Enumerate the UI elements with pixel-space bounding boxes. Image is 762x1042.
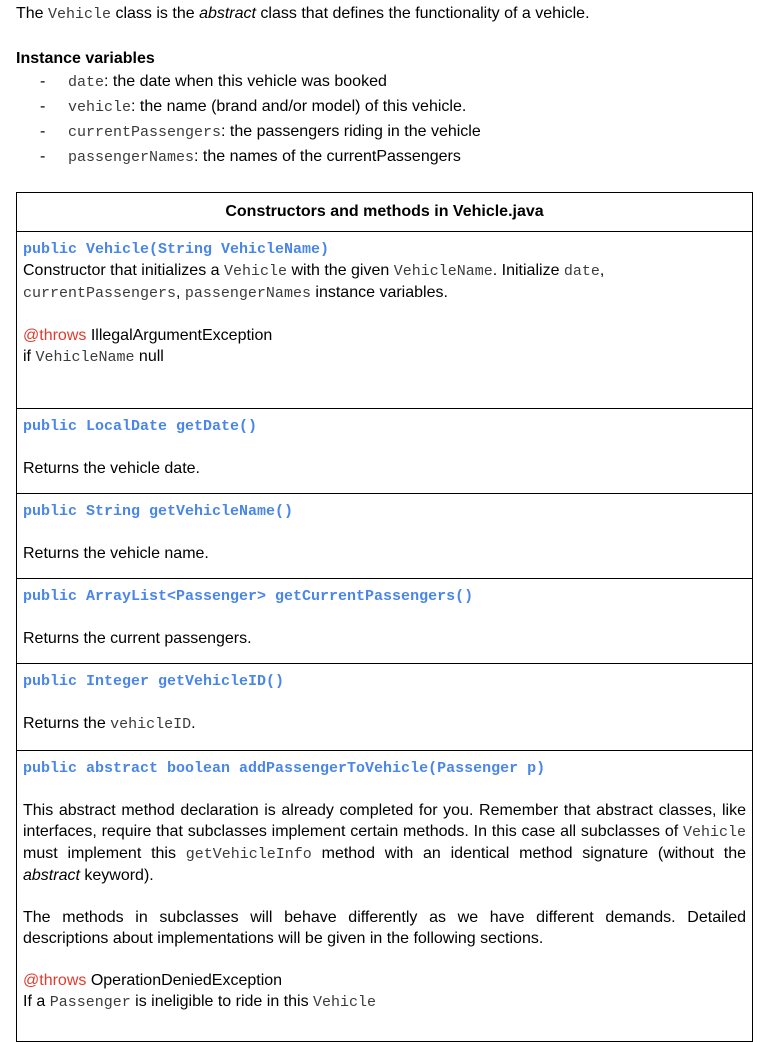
table-row-get-current-passengers — [17, 579, 753, 664]
intro-abstract-word: abstract — [199, 5, 256, 22]
list-item — [0, 72, 481, 97]
method-description: This abstract method declaration is already completed for you. Remember that abstract classes, like interfaces, require that subclasses implement certain methods. In this case all subclasses of Vehicle must implement this getVehicleInfo method with an identical method signature (without the abstract keyword). — [23, 802, 746, 884]
exception-name: OperationDeniedException — [86, 972, 283, 989]
table-row-get-vehicle-id — [17, 664, 753, 751]
method-description: Returns the current passengers. — [23, 630, 252, 647]
variable-desc: : the names of the currentPassengers — [194, 148, 461, 165]
variable-name: currentPassengers — [68, 124, 222, 141]
instance-variables-list — [0, 72, 481, 172]
variable-desc: : the name (brand and/or model) of this vehicle. — [131, 98, 467, 115]
throws-tag: @throws — [23, 327, 87, 344]
variable-desc: : the passengers riding in the vehicle — [221, 123, 481, 140]
variable-name: passengerNames — [68, 149, 195, 166]
intro-text — [16, 4, 590, 25]
intro-post: class that defines the functionality of a vehicle. — [255, 5, 590, 22]
table-row-get-date — [17, 409, 753, 494]
methods-table — [16, 192, 753, 1042]
method-note: The methods in subclasses will behave differently as we have different demands. Detailed descriptions about implementations will be given in the following sections. — [23, 909, 746, 947]
constructor-throws: @throws IllegalArgumentException if VehicleName null — [23, 327, 273, 366]
table-row-get-vehicle-name — [17, 494, 753, 579]
intro-class-name: Vehicle — [48, 6, 112, 23]
list-item — [0, 122, 481, 147]
exception-name: IllegalArgumentException — [86, 327, 273, 344]
intro-pre: The — [16, 5, 49, 22]
method-signature: public LocalDate getDate() — [23, 418, 258, 435]
method-description: Returns the vehicleID. — [23, 715, 196, 733]
method-description: Returns the vehicle name. — [23, 545, 209, 562]
list-item — [0, 147, 481, 172]
bullet-dash: - — [40, 123, 46, 140]
variable-name: vehicle — [68, 99, 132, 116]
throws-tag: @throws — [23, 972, 87, 989]
table-row-constructor — [17, 232, 753, 409]
list-item — [0, 97, 481, 122]
intro-mid: class is the — [111, 5, 200, 22]
constructor-signature: public Vehicle(String VehicleName) — [23, 241, 330, 258]
bullet-dash: - — [40, 98, 46, 115]
method-signature: public Integer getVehicleID() — [23, 673, 285, 690]
bullet-dash: - — [40, 73, 46, 90]
instance-variables-heading: Instance variables — [16, 50, 155, 67]
table-row-add-passenger — [17, 751, 753, 1042]
method-signature: public abstract boolean addPassengerToVehicle(Passenger p) — [23, 760, 546, 777]
method-throws: @throws OperationDeniedException If a Passenger is ineligible to ride in this Vehicle — [23, 972, 377, 1011]
table-header: Constructors and methods in Vehicle.java — [17, 193, 753, 232]
variable-desc: : the date when this vehicle was booked — [104, 73, 387, 90]
method-signature: public ArrayList<Passenger> getCurrentPassengers() — [23, 588, 474, 605]
method-description: Returns the vehicle date. — [23, 460, 200, 477]
bullet-dash: - — [40, 148, 46, 165]
method-signature: public String getVehicleName() — [23, 503, 294, 520]
variable-name: date — [68, 74, 105, 91]
constructor-description: Constructor that initializes a Vehicle with the given VehicleName. Initialize date, currentPassengers, passengerNames instance variables. — [23, 262, 605, 302]
